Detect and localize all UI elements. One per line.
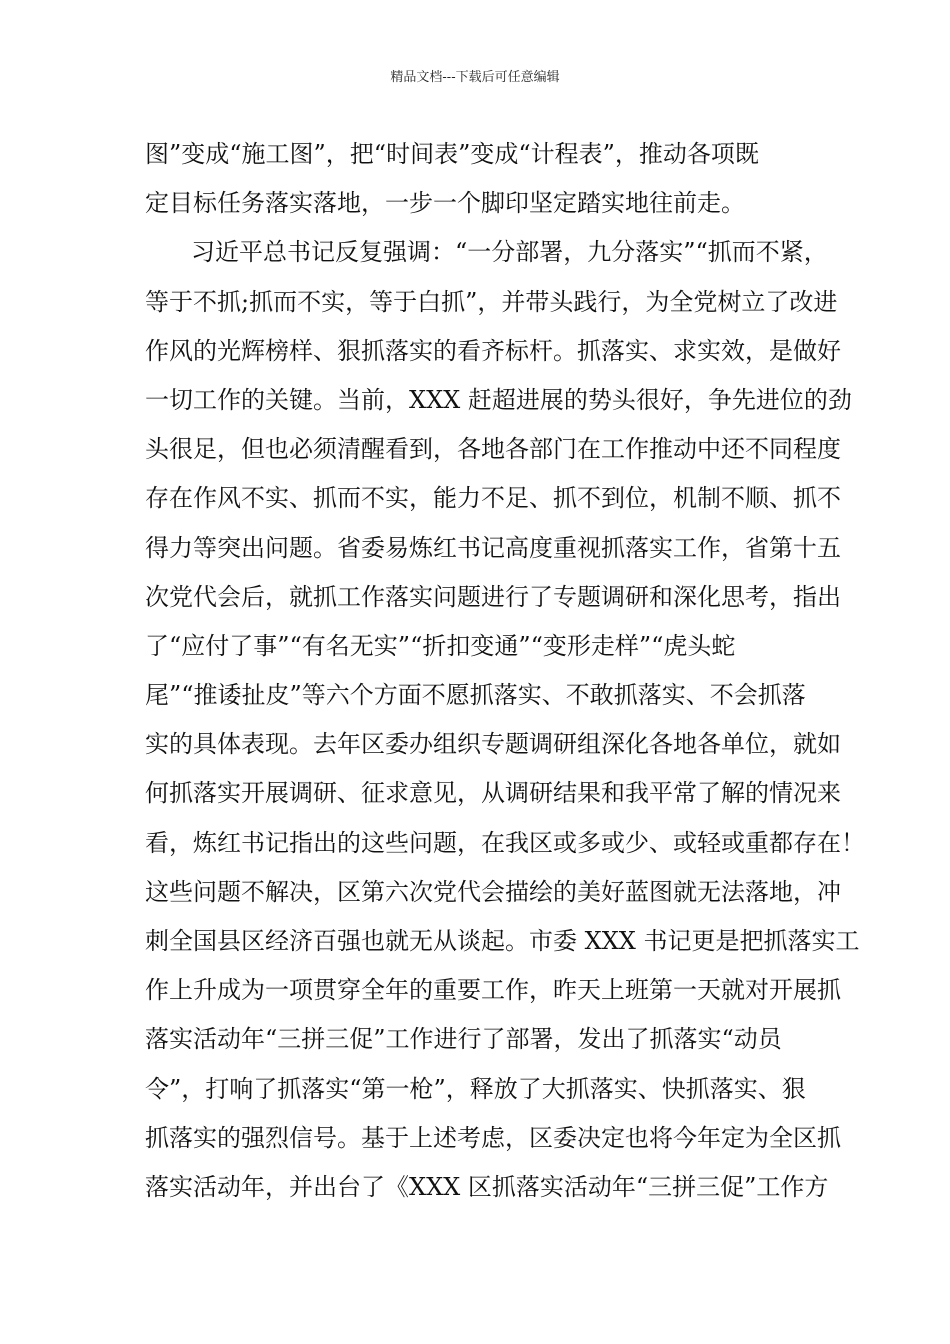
text-line: 作上升成为一项贯穿全年的重要工作，昨天上班第一天就对开展抓 — [145, 976, 841, 1005]
body-text — [145, 130, 865, 1212]
text-line: 次党代会后，就抓工作落实问题进行了专题调研和深化思考，指出 — [145, 582, 841, 611]
paragraph-start-line: 习近平总书记反复强调：“一分部署，九分落实”“抓而不紧， — [191, 238, 828, 267]
text-line: 落实活动年“三拼三促”工作进行了部署，发出了抓落实“动员 — [145, 1025, 782, 1054]
text-line: 落实活动年，并出台了《XXX 区抓落实活动年“三拼三促”工作方 — [145, 1172, 829, 1201]
page-header: 精品文档---下载后可任意编辑 — [390, 70, 560, 85]
text-line: 等于不抓;抓而不实，等于白抓”，并带头践行，为全党树立了改进 — [145, 287, 838, 316]
text-line: 作风的光辉榜样、狠抓落实的看齐标杆。抓落实、求实效，是做好 — [145, 336, 841, 365]
text-line: 何抓落实开展调研、征求意见，从调研结果和我平常了解的情况来 — [145, 779, 841, 808]
text-line: 得力等突出问题。省委易炼红书记高度重视抓落实工作，省第十五 — [145, 533, 841, 562]
text-line: 抓落实的强烈信号。基于上述考虑，区委决定也将今年定为全区抓 — [145, 1123, 841, 1152]
text-line: 刺全国县区经济百强也就无从谈起。市委 XXX 书记更是把抓落实工 — [145, 927, 860, 955]
text-line: 实的具体表现。去年区委办组织专题调研组深化各地各单位，就如 — [145, 730, 841, 759]
text-line: 令”，打响了抓落实“第一枪”，释放了大抓落实、快抓落实、狠 — [145, 1074, 806, 1103]
text-line: 存在作风不实、抓而不实，能力不足、抓不到位，机制不顺、抓不 — [145, 484, 841, 513]
text-line: 图”变成“施工图”，把“时间表”变成“计程表”，推动各项既 — [145, 140, 759, 168]
text-line: 尾”“推诿扯皮”等六个方面不愿抓落实、不敢抓落实、不会抓落 — [145, 681, 806, 710]
text-line: 一切工作的关键。当前，XXX 赶超进展的势头很好，争先进位的劲 — [145, 385, 852, 414]
text-line: 定目标任务落实落地，一步一个脚印坚定踏实地往前走。 — [145, 189, 745, 218]
text-line: 看，炼红书记指出的这些问题，在我区或多或少、或轻或重都存在！ — [145, 828, 865, 857]
text-line: 这些问题不解决，区第六次党代会描绘的美好蓝图就无法落地，冲 — [145, 877, 841, 906]
text-line: 了“应付了事”“有名无实”“折扣变通”“变形走样”“虎头蛇 — [145, 631, 736, 660]
text-line: 头很足，但也必须清醒看到，各地各部门在工作推动中还不同程度 — [145, 435, 841, 464]
